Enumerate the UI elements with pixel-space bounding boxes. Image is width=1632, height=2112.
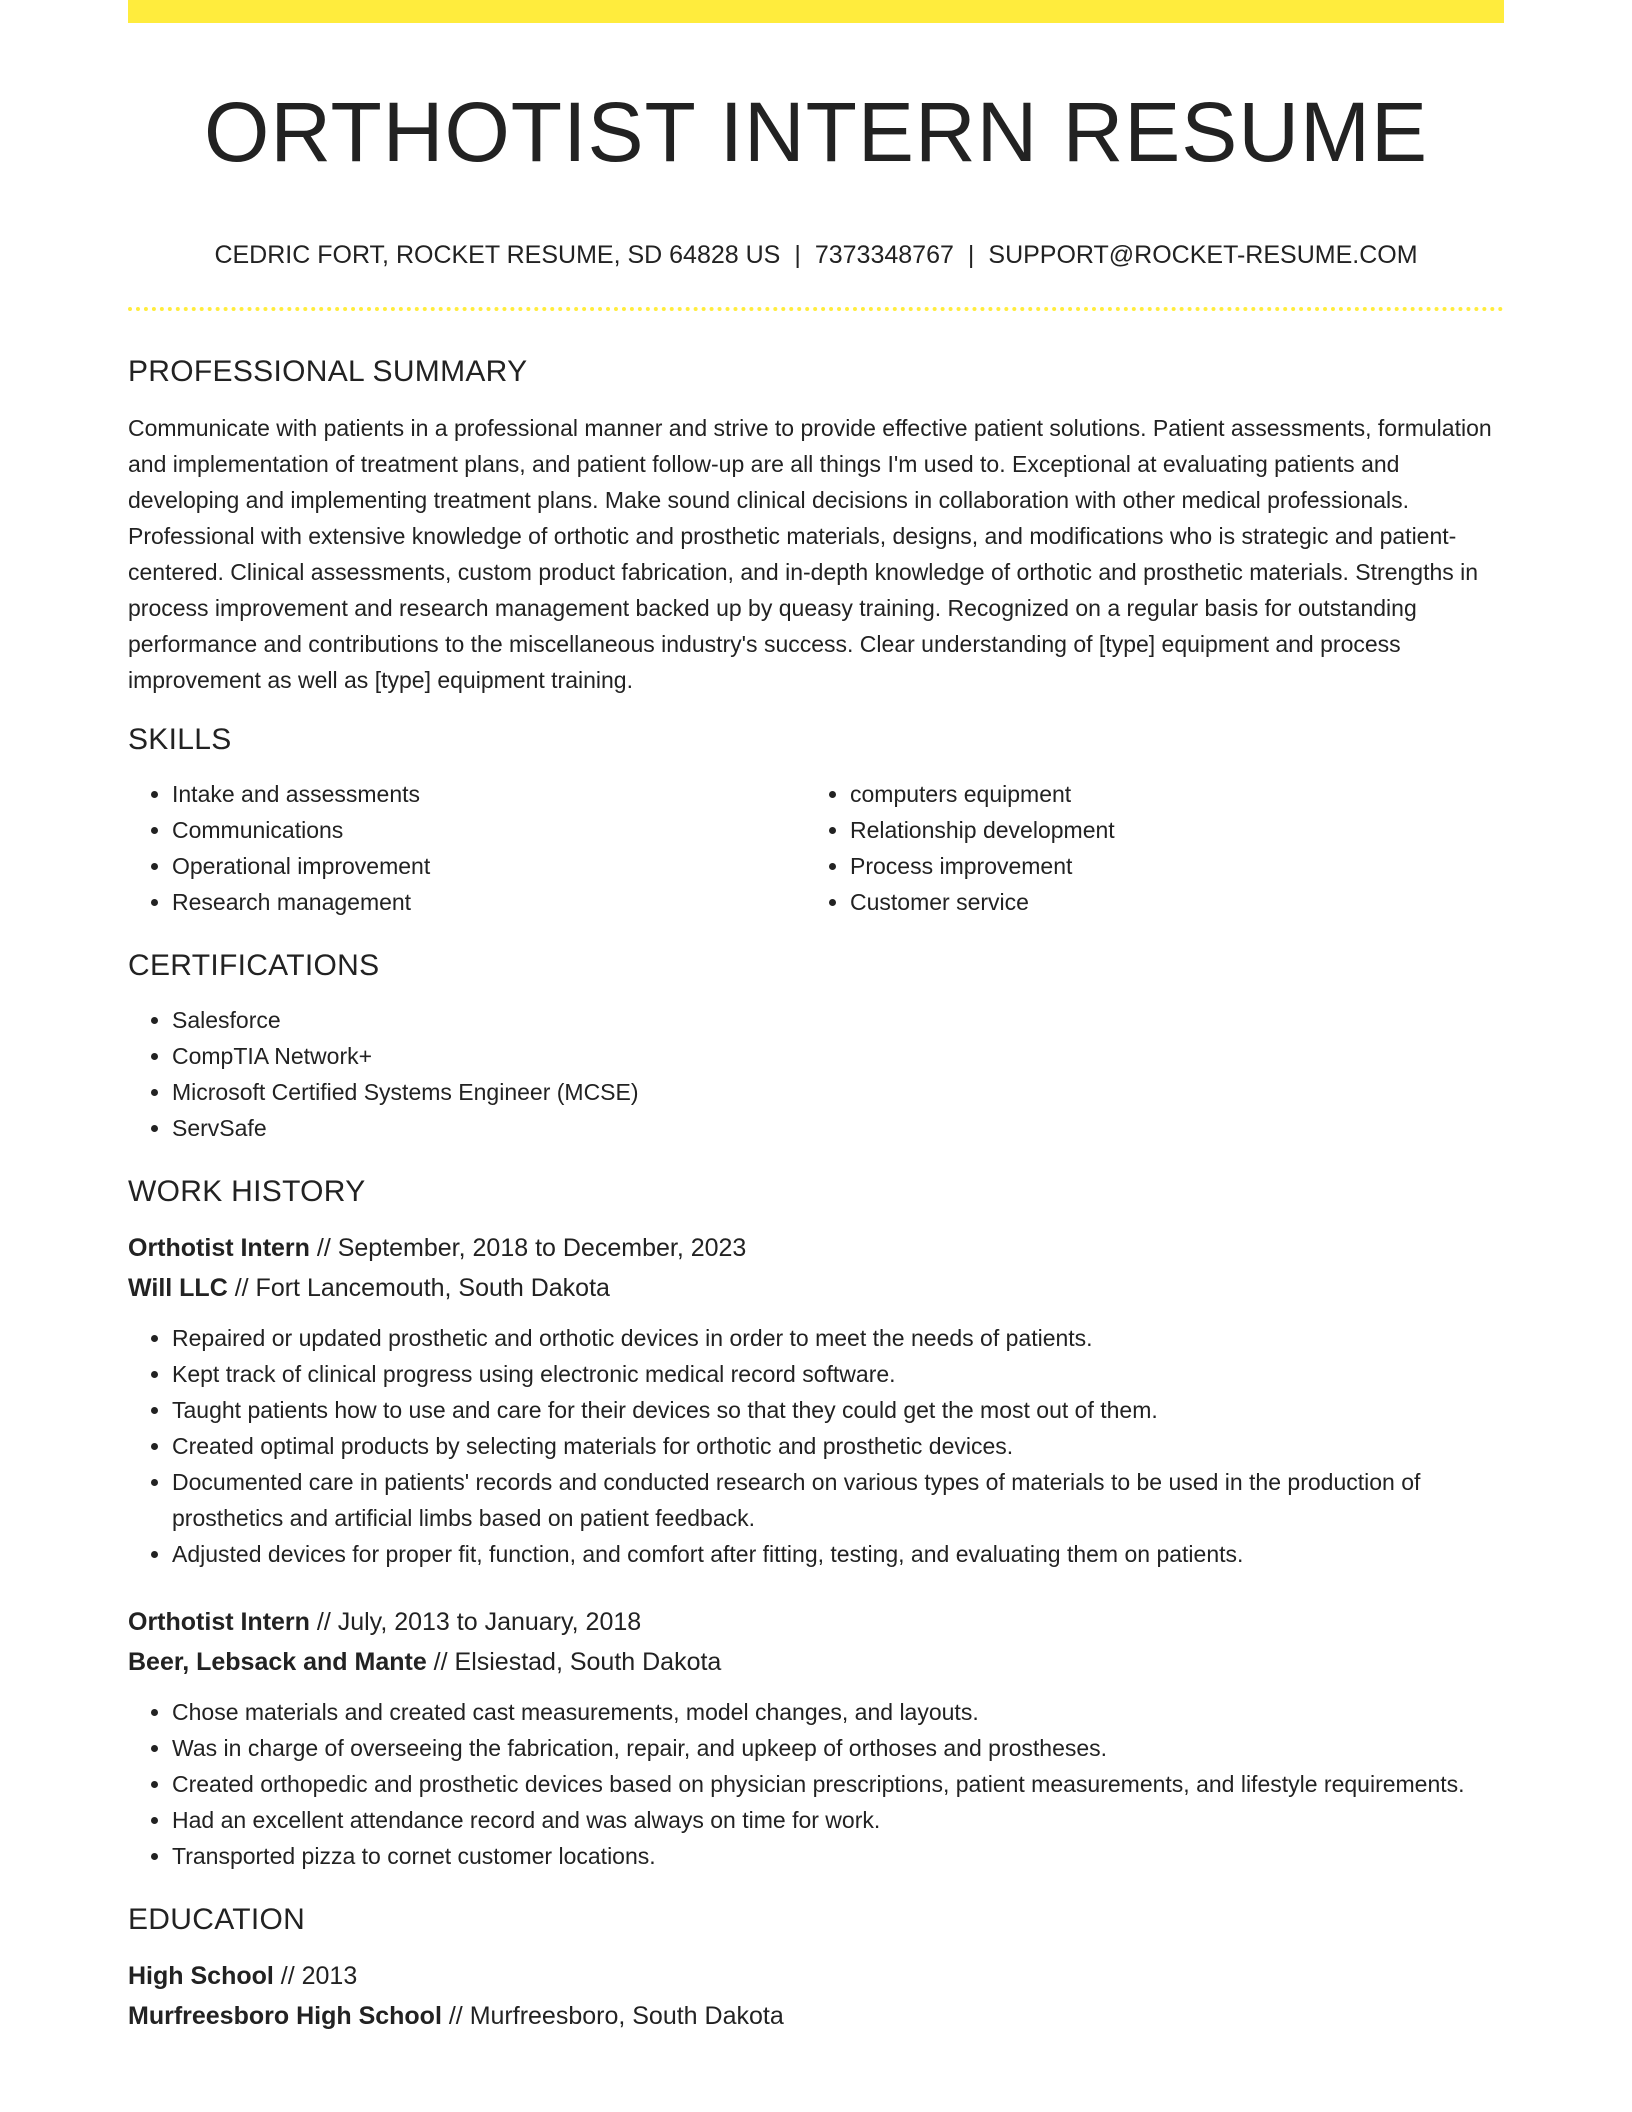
skills-section — [128, 720, 1504, 920]
resume-title: ORTHOTIST INTERN RESUME — [204, 85, 1428, 179]
job-bullet: • Taught patients how to use and care for their devices so that they could get the most out of them. — [172, 1392, 1504, 1428]
education-degree: High School — [128, 1962, 274, 1990]
job-bullet: • Adjusted devices for proper fit, function, and comfort after fitting, testing, and evaluating them on patients. — [172, 1536, 1504, 1572]
job-bullet: • Had an excellent attendance record and was always on time for work. — [172, 1802, 1504, 1838]
job-company-line — [128, 1642, 1504, 1682]
job-title-line — [128, 1228, 1504, 1268]
certification-item: • ServSafe — [172, 1110, 1504, 1146]
job-bullet: • Repaired or updated prosthetic and orthotic devices in order to meet the needs of patients. — [172, 1320, 1504, 1356]
work-history-section — [128, 1172, 1504, 1874]
skills-left-column — [128, 776, 806, 920]
job-company: Will LLC — [128, 1274, 228, 1302]
job-entry — [128, 1228, 1504, 1572]
skill-item: • Intake and assessments — [172, 776, 806, 812]
skill-item: • Customer service — [850, 884, 1484, 920]
job-title-line — [128, 1602, 1504, 1642]
summary-text: Communicate with patients in a professional manner and strive to provide effective patient solutions. Patient assessments, formulation and implementation of treatment plans, and patient follow-up are all things I'm used to. Exceptional at evaluating patients and developing and implementing treatment plans. Make sound clinical decisions in collaboration with other medical professionals. Professional with extensive knowledge of orthotic and prosthetic materials, designs, and modifications who is strategic and patient-centered. Clinical assessments, custom product fabrication, and in-depth knowledge of orthotic and prosthetic materials. Strengths in process improvement and research management backed up by queasy training. Recognized on a regular basis for outstanding performance and contributions to the miscellaneous industry's success. Clear understanding of [type] equipment and process improvement as well as [type] equipment training. — [128, 415, 1492, 693]
work-history-heading: WORK HISTORY — [128, 1175, 366, 1208]
summary-heading: PROFESSIONAL SUMMARY — [128, 355, 528, 388]
education-year: // 2013 — [273, 1962, 358, 1990]
skill-item: • Operational improvement — [172, 848, 806, 884]
education-section — [128, 1900, 1504, 2036]
education-entry — [128, 1956, 1504, 2036]
skill-item: • Communications — [172, 812, 806, 848]
job-bullet: • Kept track of clinical progress using electronic medical record software. — [172, 1356, 1504, 1392]
contact-email: SUPPORT@ROCKET-RESUME.COM — [988, 241, 1418, 269]
job-bullet: • Documented care in patients' records and conducted research on various types of materials to be used in the production of prosthetics and artificial limbs based on patient feedback. — [172, 1464, 1504, 1536]
skills-columns — [128, 776, 1504, 920]
job-bullet: • Was in charge of overseeing the fabrication, repair, and upkeep of orthoses and prostheses. — [172, 1730, 1504, 1766]
education-heading: EDUCATION — [128, 1903, 306, 1936]
education-school-line — [128, 1996, 1504, 2036]
dotted-divider — [128, 307, 1504, 311]
resume-content — [128, 352, 1504, 2036]
contact-separator: | — [967, 241, 975, 269]
job-title: Orthotist Intern — [128, 1234, 310, 1262]
summary-section — [128, 352, 1504, 698]
job-title: Orthotist Intern — [128, 1608, 310, 1636]
certification-item: • Salesforce — [172, 1002, 1504, 1038]
job-bullet: • Chose materials and created cast measurements, model changes, and layouts. — [172, 1694, 1504, 1730]
job-location: // Elsiestad, South Dakota — [426, 1648, 722, 1676]
education-location: // Murfreesboro, South Dakota — [441, 2002, 784, 2030]
job-company: Beer, Lebsack and Mante — [128, 1648, 427, 1676]
job-entry — [128, 1602, 1504, 1874]
contact-separator: | — [794, 241, 801, 269]
skill-item: • Research management — [172, 884, 806, 920]
job-bullet: • Created optimal products by selecting materials for orthotic and prosthetic devices. — [172, 1428, 1504, 1464]
education-degree-line — [128, 1956, 1504, 1996]
job-bullets — [128, 1320, 1504, 1572]
certification-item: • Microsoft Certified Systems Engineer (MCSE) — [172, 1074, 1504, 1110]
certifications-heading: CERTIFICATIONS — [128, 949, 380, 982]
job-dates: // July, 2013 to January, 2018 — [309, 1608, 642, 1636]
skills-right-column — [806, 776, 1484, 920]
job-location: // Fort Lancemouth, South Dakota — [227, 1274, 610, 1302]
job-bullets — [128, 1694, 1504, 1874]
contact-address: CEDRIC FORT, ROCKET RESUME, SD 64828 US — [214, 241, 781, 269]
education-school: Murfreesboro High School — [128, 2002, 442, 2030]
certifications-section — [128, 946, 1504, 1146]
skill-item: • Relationship development — [850, 812, 1484, 848]
job-dates: // September, 2018 to December, 2023 — [309, 1234, 747, 1262]
job-bullet: • Transported pizza to cornet customer locations. — [172, 1838, 1504, 1874]
skills-heading: SKILLS — [128, 723, 232, 756]
accent-top-bar — [128, 0, 1504, 23]
contact-phone: 7373348767 — [814, 241, 954, 269]
job-company-line — [128, 1268, 1504, 1308]
contact-line — [128, 238, 1504, 272]
skill-item: • computers equipment — [850, 776, 1484, 812]
skill-item: • Process improvement — [850, 848, 1484, 884]
job-bullet: • Created orthopedic and prosthetic devices based on physician prescriptions, patient measurements, and lifestyle requirements. — [172, 1766, 1504, 1802]
certification-item: • CompTIA Network+ — [172, 1038, 1504, 1074]
